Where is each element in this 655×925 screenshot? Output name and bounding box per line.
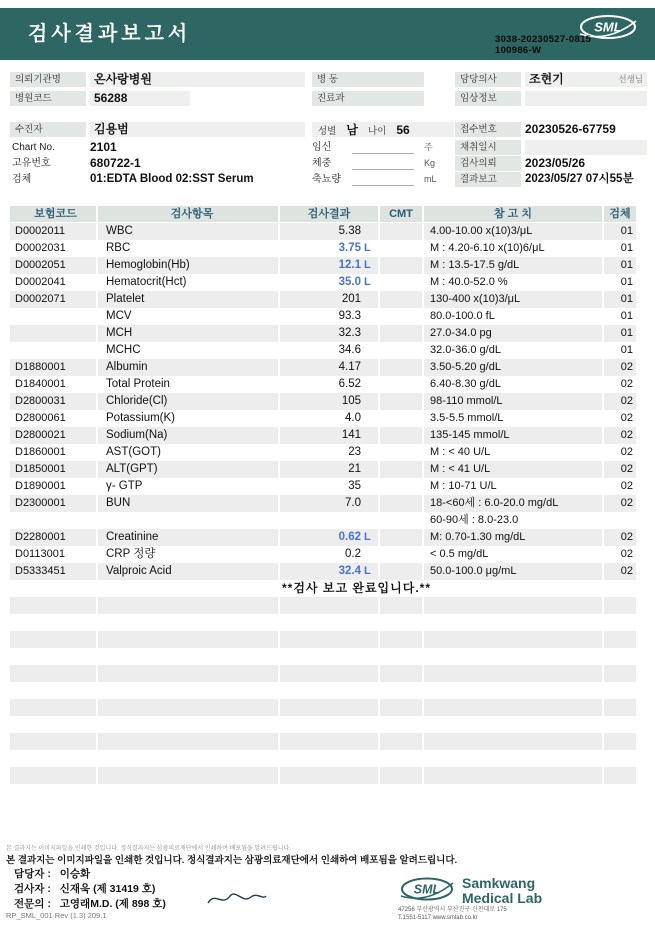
field-label-age: 나이 bbox=[367, 125, 387, 137]
result-flag bbox=[361, 427, 378, 444]
table-row: MCH 32.3 27.0-34.0 pg 01 bbox=[10, 325, 650, 342]
table-row: D2300001 BUN 7.0 18-<60세 : 6.0-20.0 mg/dL 02 bbox=[10, 495, 650, 512]
table-row: D2800061 Potassium(K) 4.0 3.5-5.5 mmol/L 02 bbox=[10, 410, 650, 427]
field-label-requesting-org: 의뢰기관명 bbox=[10, 72, 86, 87]
completion-message-row: **검사 보고 완료입니다.** bbox=[282, 581, 432, 595]
result-value: 4.0 bbox=[345, 412, 361, 424]
field-label-doctor: 담당의사 bbox=[455, 72, 521, 87]
field-label-receipt-number: 접수번호 bbox=[455, 122, 521, 137]
document-number-line1: 3038-20230527-0815 bbox=[495, 34, 592, 45]
field-value-test-request-date: 2023/05/26 bbox=[525, 156, 586, 170]
result-value: 35 bbox=[348, 480, 361, 492]
empty-row bbox=[10, 597, 650, 614]
field-label-test-request-date: 검사의뢰 bbox=[455, 156, 521, 171]
table-row: D2800021 Sodium(Na) 141 135-145 mmol/L 02 bbox=[10, 427, 650, 444]
result-flag: L bbox=[364, 565, 371, 577]
empty-row bbox=[10, 699, 650, 716]
result-value: 21 bbox=[348, 463, 361, 475]
field-label-urine-volume: 축뇨량 bbox=[312, 174, 341, 185]
table-row: D1840001 Total Protein 6.52 6.40-8.30 g/dL 02 bbox=[10, 376, 650, 393]
result-flag bbox=[361, 223, 378, 240]
table-row: D1890001 γ- GTP 35 M : 10-71 U/L 02 bbox=[10, 478, 650, 495]
staff-value-manager: 이승화 bbox=[59, 868, 91, 880]
result-value: 35.0 bbox=[338, 276, 361, 288]
result-value: 93.3 bbox=[338, 310, 361, 322]
result-value: 34.6 bbox=[338, 344, 361, 356]
field-label-sex: 성별 bbox=[318, 125, 337, 137]
table-row: MCV 93.3 80.0-100.0 fL 01 bbox=[10, 308, 650, 325]
table-row: D1850001 ALT(GPT) 21 M : < 41 U/L 02 bbox=[10, 461, 650, 478]
table-row: D0002041 Hematocrit(Hct) 35.0 L M : 40.0-52.0 % 01 bbox=[10, 274, 650, 291]
table-row: 60-90세 : 8.0-23.0 bbox=[10, 512, 650, 529]
field-value-receipt-number: 20230526-67759 bbox=[525, 122, 616, 136]
table-row: D0002031 RBC 3.75 L M : 4.20-6.10 x(10)6/μL 01 bbox=[10, 240, 650, 257]
empty-row bbox=[10, 733, 650, 750]
field-value-clinical-info bbox=[525, 91, 647, 106]
specialist-signature bbox=[205, 888, 269, 910]
field-value-collection-datetime bbox=[525, 140, 647, 155]
empty-row bbox=[10, 614, 650, 631]
pregnancy-unit: 주 bbox=[424, 142, 433, 152]
result-flag: L bbox=[364, 242, 371, 254]
result-value: 6.52 bbox=[338, 378, 361, 390]
result-flag bbox=[361, 478, 378, 495]
column-header-test-result: 검사결과 bbox=[280, 206, 378, 222]
lab-name bbox=[462, 876, 542, 906]
form-code: RP_SML_001 Rev (1.3) 209.1 bbox=[6, 911, 107, 920]
table-row: MCHC 34.6 32.0-36.0 g/dL 01 bbox=[10, 342, 650, 359]
result-value: 7.0 bbox=[345, 497, 361, 509]
result-value: 0.2 bbox=[345, 548, 361, 560]
field-label-weight: 체중 bbox=[312, 158, 332, 169]
field-label-patient: 수진자 bbox=[10, 122, 86, 137]
table-row: D0002051 Hemoglobin(Hb) 12.1 L M : 13.5-17.5 g/dL 01 bbox=[10, 257, 650, 274]
staff-value-specialist: 고영래M.D. (제 898 호) bbox=[59, 898, 166, 910]
field-value-result-report-date: 2023/05/27 07시55분 bbox=[525, 173, 634, 185]
result-flag: L bbox=[364, 259, 371, 271]
result-value: 105 bbox=[341, 395, 361, 407]
table-row: D2800031 Chloride(Cl) 105 98-110 mmol/L 02 bbox=[10, 393, 650, 410]
lab-name-line1: Samkwang bbox=[462, 875, 536, 891]
result-flag bbox=[361, 291, 378, 308]
result-value: 3.75 bbox=[338, 242, 361, 254]
urine-unit: mL bbox=[424, 174, 437, 184]
empty-row bbox=[10, 665, 650, 682]
result-value: 0.62 bbox=[338, 531, 361, 543]
results-table-header bbox=[10, 206, 650, 222]
column-header-specimen: 검체 bbox=[604, 206, 636, 222]
field-label-pregnancy: 임신 bbox=[312, 142, 332, 153]
doctor-name: 조현기 bbox=[529, 72, 564, 86]
empty-row bbox=[10, 648, 650, 665]
lab-address-line1: 47256 부산광역시 부산진구 신천대로 175 bbox=[398, 907, 507, 913]
staff-row-technician bbox=[14, 881, 155, 896]
staff-label-specialist: 전문의 : bbox=[14, 898, 51, 910]
column-header-cmt: CMT bbox=[380, 206, 422, 222]
field-label-chart-no: Chart No. bbox=[12, 142, 55, 153]
field-label-hospital-code: 병원코드 bbox=[10, 91, 86, 106]
results-table bbox=[10, 206, 650, 801]
field-label-unique-number: 고유번호 bbox=[12, 158, 51, 169]
table-row: D1860001 AST(GOT) 23 M : < 40 U/L 02 bbox=[10, 444, 650, 461]
result-flag bbox=[361, 342, 378, 359]
result-flag bbox=[361, 512, 378, 529]
table-row: D2280001 Creatinine 0.62 L M: 0.70-1.30 mg/dL 02 bbox=[10, 529, 650, 546]
field-value-chart-no: 2101 bbox=[90, 140, 117, 154]
table-row: D0113001 CRP 정량 0.2 < 0.5 mg/dL 02 bbox=[10, 546, 650, 563]
field-value-requesting-org: 온사랑병원 bbox=[90, 72, 305, 87]
staff-row-manager bbox=[14, 866, 90, 881]
column-header-test-item: 검사항목 bbox=[98, 206, 278, 222]
result-flag bbox=[361, 308, 378, 325]
staff-label-manager: 담당자 : bbox=[14, 868, 51, 880]
result-flag bbox=[361, 461, 378, 478]
column-header-insurance-code: 보험코드 bbox=[10, 206, 96, 222]
staff-value-technician: 신재욱 (제 31419 호) bbox=[59, 883, 156, 895]
result-value: 32.3 bbox=[338, 327, 361, 339]
document-number bbox=[495, 34, 645, 56]
field-label-specimen: 검체 bbox=[12, 174, 32, 185]
result-flag bbox=[361, 410, 378, 427]
result-value: 4.17 bbox=[338, 361, 361, 373]
field-value-sex: 남 bbox=[346, 123, 358, 137]
result-value: 32.4 bbox=[338, 565, 361, 577]
result-flag: L bbox=[364, 276, 371, 288]
field-label-clinical-info: 임상정보 bbox=[455, 91, 521, 106]
staff-label-technician: 검사자 : bbox=[14, 883, 51, 895]
field-label-department: 진료과 bbox=[312, 91, 424, 106]
table-row: D5333451 Valproic Acid 32.4 L 50.0-100.0 μg/mL 02 bbox=[10, 563, 650, 580]
document-number-line2: 100986-W bbox=[495, 45, 542, 56]
empty-row bbox=[10, 682, 650, 699]
field-value-age: 56 bbox=[396, 122, 410, 137]
results-table-body bbox=[10, 223, 650, 801]
empty-row bbox=[10, 631, 650, 648]
result-value: 12.1 bbox=[338, 259, 361, 271]
result-flag bbox=[361, 376, 378, 393]
field-value-patient: 김용범 bbox=[90, 122, 305, 137]
result-flag bbox=[361, 444, 378, 461]
field-label-ward: 병 동 bbox=[312, 72, 424, 87]
result-value: 23 bbox=[348, 446, 361, 458]
empty-row bbox=[10, 767, 650, 784]
report-title: 검사결과보고서 bbox=[28, 23, 192, 45]
weight-unit: Kg bbox=[424, 158, 436, 168]
result-flag bbox=[361, 495, 378, 512]
staff-row-specialist bbox=[14, 896, 166, 911]
svg-text:SML: SML bbox=[413, 882, 441, 897]
svg-text:SML: SML bbox=[594, 19, 622, 35]
field-value-unique-number: 680722-1 bbox=[90, 156, 141, 170]
sml-logo-footer-icon bbox=[398, 874, 456, 906]
result-flag bbox=[361, 325, 378, 342]
weight-blank-field bbox=[352, 157, 414, 170]
table-row: D0002071 Platelet 201 130-400 x(10)3/μL 01 bbox=[10, 291, 650, 308]
column-header-reference-range: 참 고 치 bbox=[424, 206, 602, 222]
lab-address-line2: T.1551-5117 www.smlab.co.kr bbox=[398, 915, 478, 921]
field-value-specimen: 01:EDTA Blood 02:SST Serum bbox=[90, 173, 254, 185]
result-value: 141 bbox=[341, 429, 361, 441]
result-value: 5.38 bbox=[338, 225, 361, 237]
result-flag bbox=[361, 393, 378, 410]
result-flag bbox=[361, 546, 378, 563]
table-row: D1880001 Albumin 4.17 3.50-5.20 g/dL 02 bbox=[10, 359, 650, 376]
empty-row bbox=[10, 784, 650, 801]
empty-row bbox=[10, 716, 650, 733]
urine-blank-field bbox=[352, 173, 414, 186]
footer-small-notice: 본 결과지는 이미지파일을 인쇄한 것입니다. 정식결과지는 삼광의료재단에서 인쇄하여 배포됨을 알려드립니다. bbox=[6, 846, 291, 852]
result-flag: L bbox=[364, 531, 371, 543]
footer-disclaimer: 본 결과지는 이미지파일을 인쇄한 것입니다. 정식결과지는 삼광의료재단에서 인쇄하여 배포됨을 알려드립니다. bbox=[6, 855, 458, 866]
result-value: 201 bbox=[341, 293, 361, 305]
table-row: D0002011 WBC 5.38 4.00-10.00 x(10)3/μL 01 bbox=[10, 223, 650, 240]
pregnancy-blank-field bbox=[352, 141, 414, 154]
field-sex-age bbox=[312, 122, 454, 137]
lab-name-line2: Medical Lab bbox=[462, 890, 543, 906]
field-label-collection-datetime: 채취일시 bbox=[455, 140, 521, 155]
empty-row bbox=[10, 750, 650, 767]
doctor-suffix: 선생님 bbox=[618, 74, 643, 84]
lab-address bbox=[398, 906, 507, 922]
field-value-hospital-code: 56288 bbox=[90, 91, 190, 106]
result-flag bbox=[361, 359, 378, 376]
field-value-doctor bbox=[525, 72, 647, 87]
field-label-result-report-date: 결과보고 bbox=[455, 172, 521, 187]
